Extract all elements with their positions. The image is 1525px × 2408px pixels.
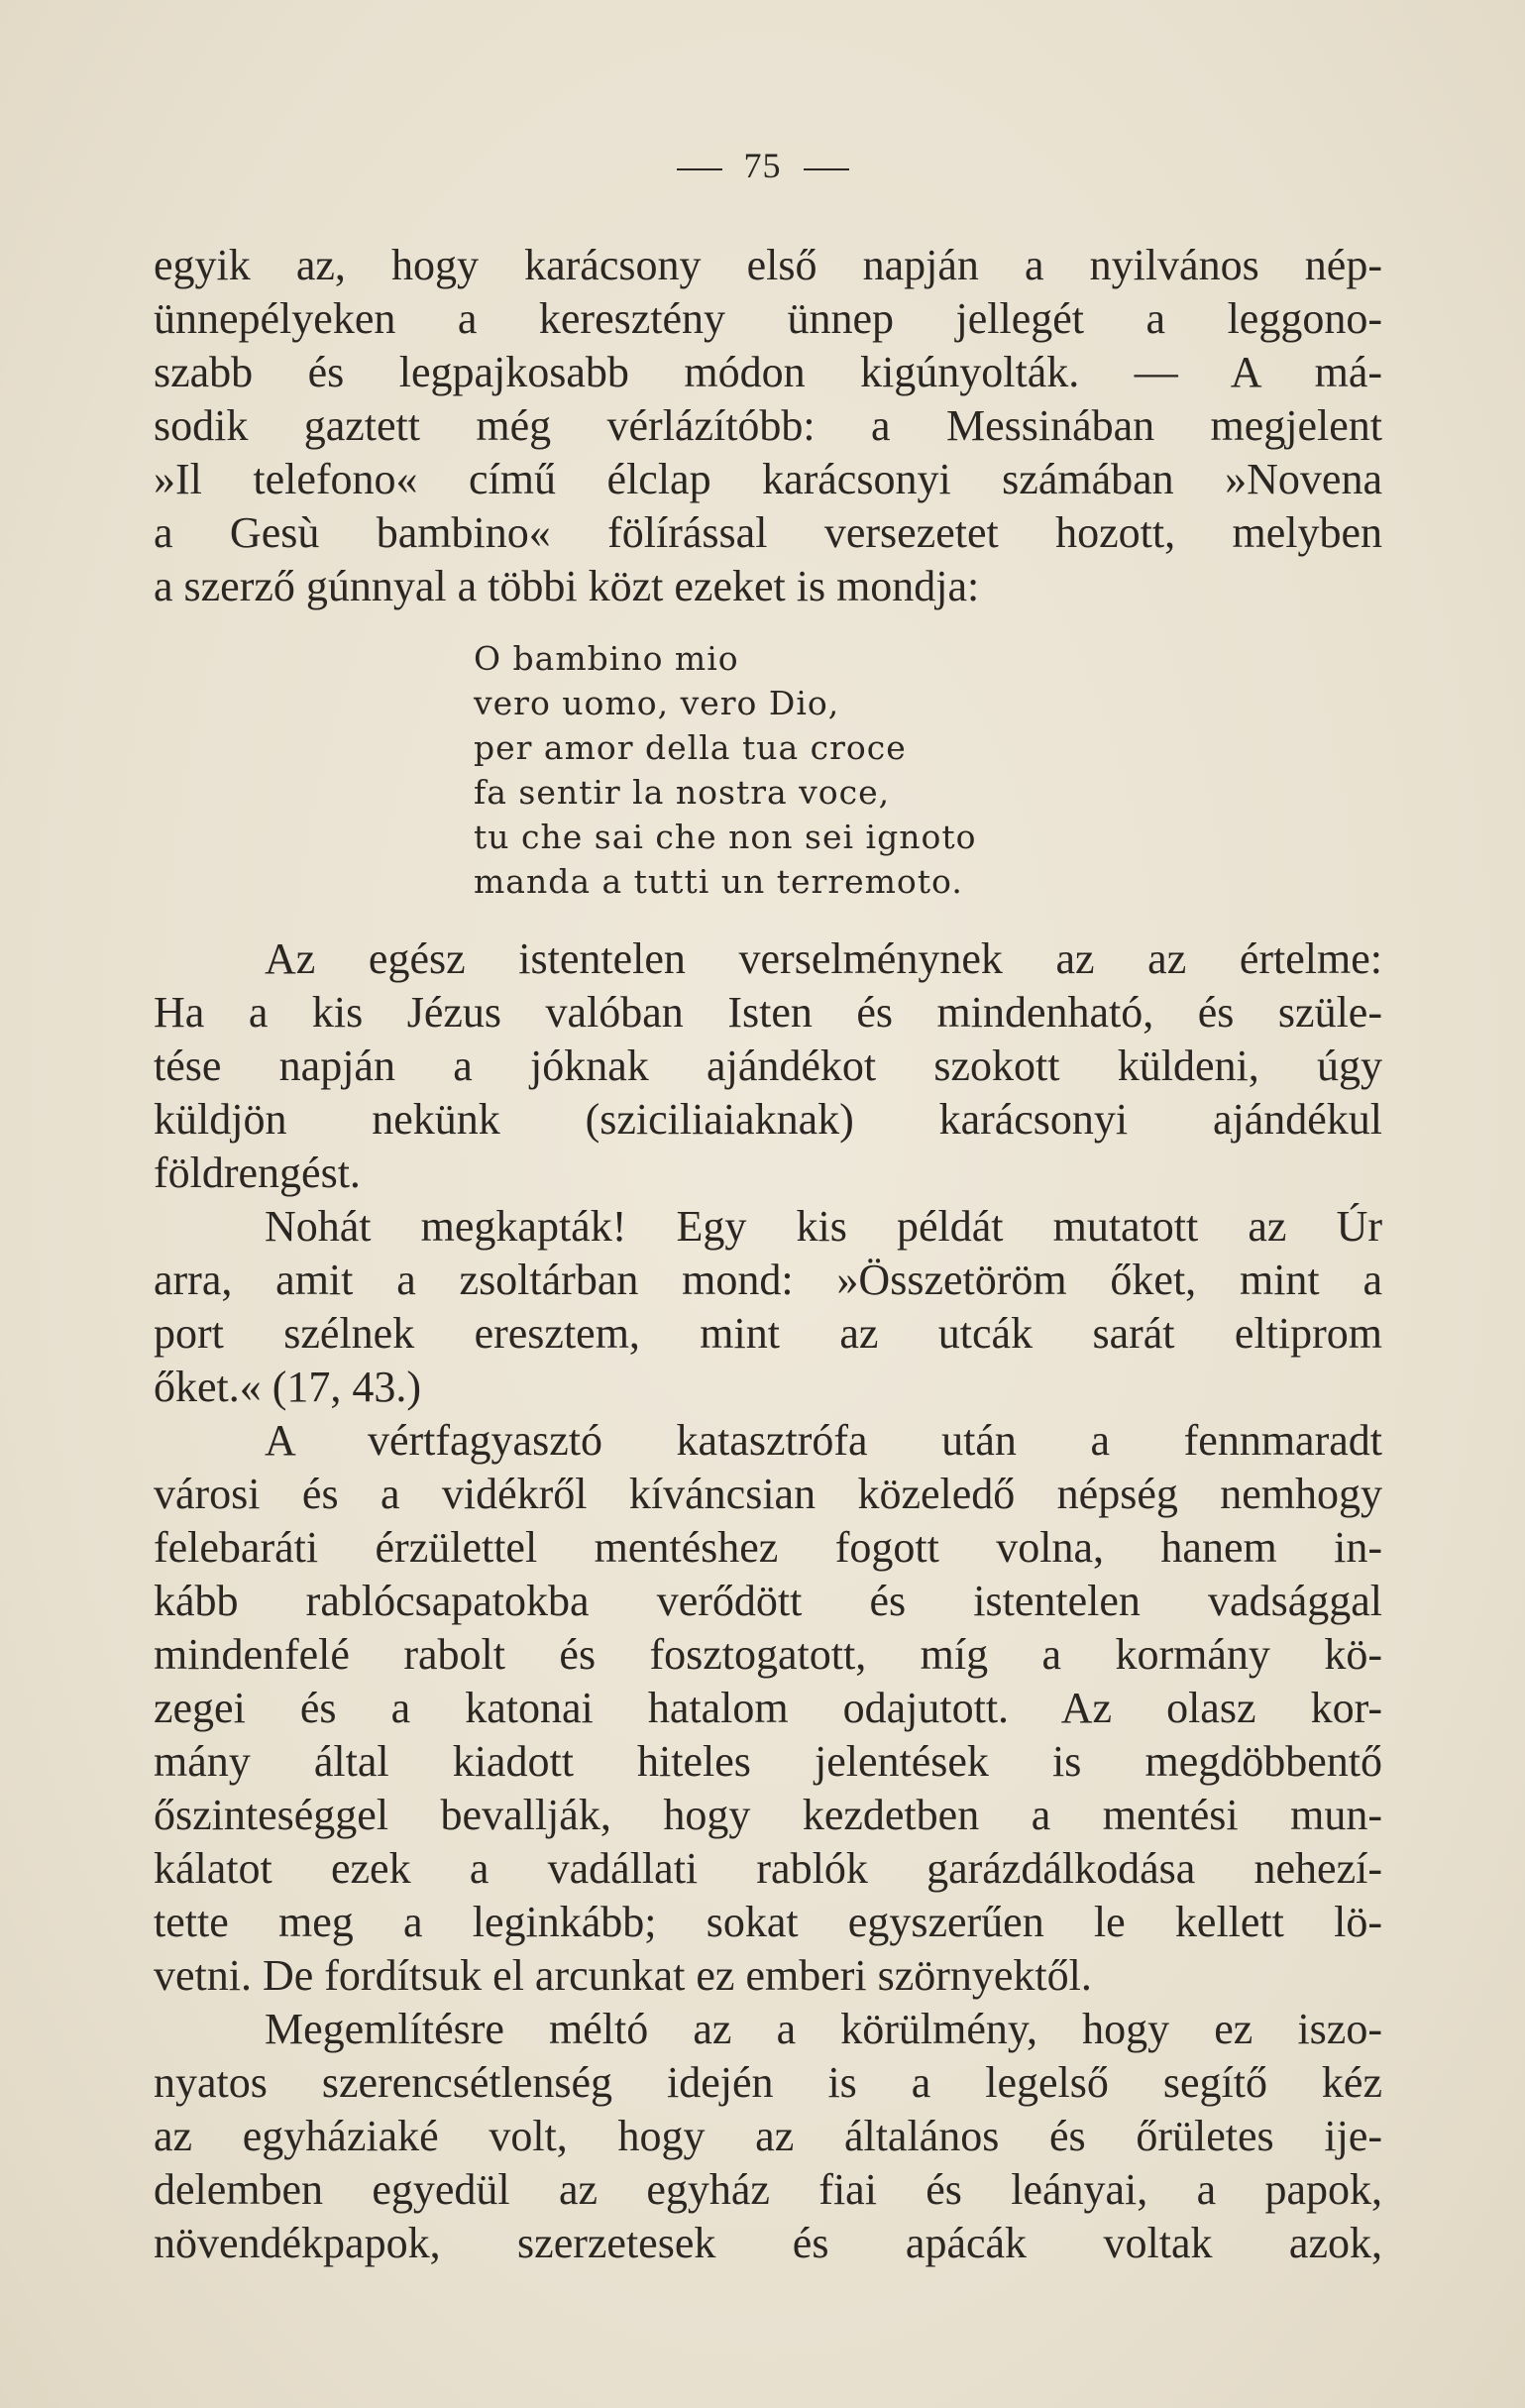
text-line: Nohát megkapták! Egy kis példát mutatott az Úr (265, 1202, 1382, 1251)
text-line: szabb és legpajkosabb módon kigúnyolták. — A má- (154, 348, 1382, 396)
page-number-dash-left (677, 168, 722, 170)
text-line: őszinteséggel bevallják, hogy kezdetben a mentési mun- (154, 1791, 1382, 1839)
text-line: tette meg a leginkább; sokat egyszerűen le kellett lö- (154, 1898, 1382, 1946)
text-line: őket.« (17, 43.) (154, 1363, 422, 1411)
text-line: zegei és a katonai hatalom odajutott. Az olasz kor- (154, 1684, 1382, 1732)
text-line: kálatot ezek a vadállati rablók garázdálkodása nehezí- (154, 1844, 1382, 1893)
text-line: földrengést. (154, 1149, 361, 1197)
verse-line: per amor della tua croce (474, 728, 907, 767)
text-line: port szélnek eresztem, mint az utcák sarát eltiprom (154, 1309, 1382, 1358)
text-line: delemben egyedül az egyház fiai és leányai, a papok, (154, 2165, 1382, 2214)
text-line: vetni. De fordítsuk el arcunkat ez emberi szörnyektől. (154, 1951, 1092, 2000)
verse-line: tu che sai che non sei ignoto (474, 818, 977, 856)
text-line: Az egész istentelen verselménynek az az értelme: (265, 934, 1382, 983)
text-line: arra, amit a zsoltárban mond: »Összetöröm őket, mint a (154, 1256, 1382, 1304)
text-line: egyik az, hogy karácsony első napján a nyilvános nép- (154, 241, 1382, 289)
page-number-dash-right (804, 168, 849, 170)
quoted-verse (474, 636, 976, 904)
text-line: sodik gaztett még vérlázítóbb: a Messinában megjelent (154, 401, 1382, 450)
text-line: növendékpapok, szerzetesek és apácák voltak azok, (154, 2219, 1382, 2267)
text-line: Ha a kis Jézus valóban Isten és mindenható, és szüle- (154, 988, 1382, 1037)
text-line: felebaráti érzülettel mentéshez fogott volna, hanem in- (154, 1523, 1382, 1572)
paragraph-intro (154, 239, 1382, 613)
text-line: Megemlítésre méltó az a körülmény, hogy ez iszo- (265, 2005, 1382, 2053)
text-line: az egyháziaké volt, hogy az általános és őrületes ije- (154, 2112, 1382, 2160)
verse-line: fa sentir la nostra voce, (474, 773, 891, 812)
text-line: ünnepélyeken a keresztény ünnep jellegét a leggono- (154, 294, 1382, 343)
body-text (154, 932, 1382, 2270)
text-line: mindenfelé rabolt és fosztogatott, míg a kormány kö- (154, 1630, 1382, 1679)
page-number-value: 75 (743, 146, 782, 185)
text-line: városi és a vidékről kíváncsian közeledő népség nemhogy (154, 1470, 1382, 1518)
text-line: A vértfagyasztó katasztrófa után a fennmaradt (265, 1416, 1382, 1465)
text-line: »Il telefono« című élclap karácsonyi számában »Novena (154, 455, 1382, 503)
text-line: mány által kiadott hiteles jelentések is megdöbbentő (154, 1737, 1382, 1786)
verse-line: manda a tutti un terremoto. (474, 862, 963, 901)
text-line: a szerző gúnnyal a többi közt ezeket is mondja: (154, 562, 980, 610)
verse-line: vero uomo, vero Dio, (474, 684, 840, 722)
text-line: tése napján a jóknak ajándékot szokott küldeni, úgy (154, 1041, 1382, 1090)
text-line: kább rablócsapatokba verődött és istentelen vadsággal (154, 1577, 1382, 1625)
text-line: a Gesù bambino« fölírással versezetet hozott, melyben (154, 508, 1382, 557)
text-line: küldjön nekünk (sziciliaiaknak) karácsonyi ajándékul (154, 1095, 1382, 1144)
page-number (0, 145, 1525, 186)
text-line: nyatos szerencsétlenség idején is a legelső segítő kéz (154, 2058, 1382, 2107)
verse-line: O bambino mio (474, 639, 739, 678)
